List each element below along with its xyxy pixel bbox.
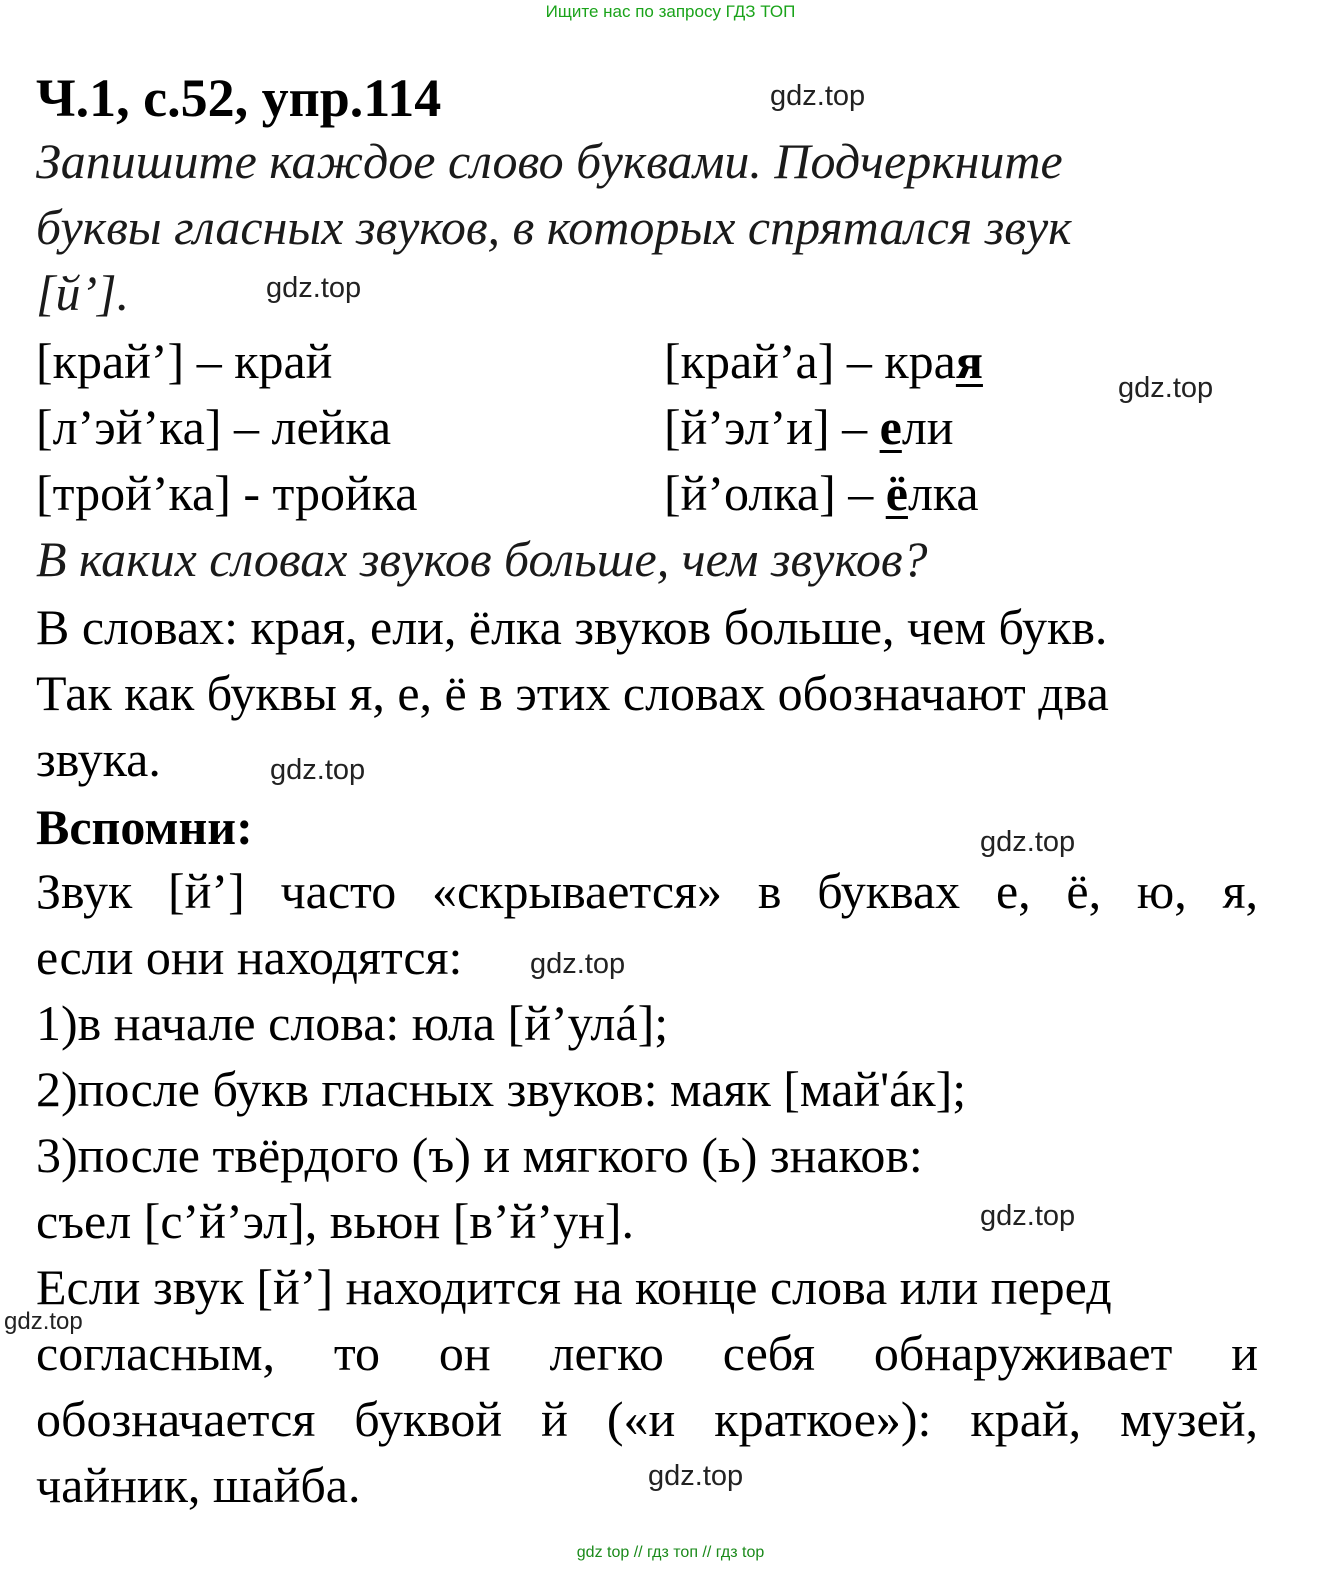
task-line-1: Запишите каждое слово буквами. Подчеркните [36, 133, 1063, 189]
watermark: gdz.top [1118, 372, 1214, 404]
answer-line-1: В словах: края, ели, ёлка звуков больше, чем букв. [36, 599, 1108, 655]
watermark: gdz.top [770, 80, 866, 112]
watermark: gdz.top [648, 1460, 744, 1492]
word-right-3-text: [й’олка] – [664, 465, 886, 521]
word-right-3-mark: ё [885, 465, 908, 521]
word-left-2: [л’эй’ка] – лейка [36, 399, 392, 455]
watermark: gdz.top [266, 272, 362, 304]
word-right-1-text: [край’а] – кра [664, 333, 956, 389]
word-right-2-mark: е [879, 399, 902, 455]
remember-p2-line-3: обозначается буквой й («и краткое»): край, музей, [36, 1391, 1258, 1447]
remember-p1-line-1: Звук [й’] часто «скрывается» в буквах е, ё, ю, я, [36, 863, 1258, 919]
answer-line-2: Так как буквы я, е, ё в этих словах обозначают два [36, 665, 1109, 721]
remember-item-3-examples: съел [с’й’эл], вьюн [в’й’ун]. [36, 1193, 634, 1249]
top-banner: Ищите нас по запросу ГДЗ ТОП [545, 2, 796, 21]
remember-p2-line-2: согласным, то он легко себя обнаруживает и [36, 1325, 1258, 1381]
word-right-3-rest: лка [907, 465, 979, 521]
watermark: gdz.top [270, 754, 366, 786]
question: В каких словах звуков больше, чем звуков? [36, 531, 928, 587]
remember-p1-line-2: если они находятся: [36, 929, 463, 985]
watermark: gdz.top [980, 1200, 1076, 1232]
word-right-2-rest: ли [901, 399, 954, 455]
word-right-3 [664, 460, 979, 526]
task-line-3: [й’]. [36, 265, 130, 321]
task-line-2: буквы гласных звуков, в которых спрятался звук [36, 199, 1072, 255]
word-right-2-text: [й’эл’и] – [664, 399, 880, 455]
answer-line-3: звука. [36, 731, 161, 787]
remember-item-2: 2)после букв гласных звуков: маяк [май'áк]; [36, 1061, 967, 1117]
watermark: gdz.top [530, 948, 626, 980]
remember-item-3: 3)после твёрдого (ъ) и мягкого (ь) знаков: [36, 1127, 923, 1183]
word-left-1: [край’] – край [36, 333, 333, 389]
watermark: gdz.top [980, 826, 1076, 858]
remember-p2-line-4: чайник, шайба. [36, 1457, 361, 1513]
remember-heading: Вспомни: [36, 799, 253, 855]
word-right-1-mark: я [955, 333, 983, 389]
exercise-title: Ч.1, с.52, упр.114 [36, 68, 442, 128]
watermark: gdz.top [4, 1308, 83, 1335]
remember-item-1: 1)в начале слова: юла [й’улá]; [36, 995, 669, 1051]
word-right-1 [664, 328, 983, 394]
word-left-3: [трой’ка] - тройка [36, 465, 418, 521]
footer-watermark: gdz top // гдз топ // гдз top [576, 1544, 765, 1561]
remember-p2-line-1: Если звук [й’] находится на конце слова или перед [36, 1259, 1112, 1315]
word-right-2 [664, 394, 954, 460]
